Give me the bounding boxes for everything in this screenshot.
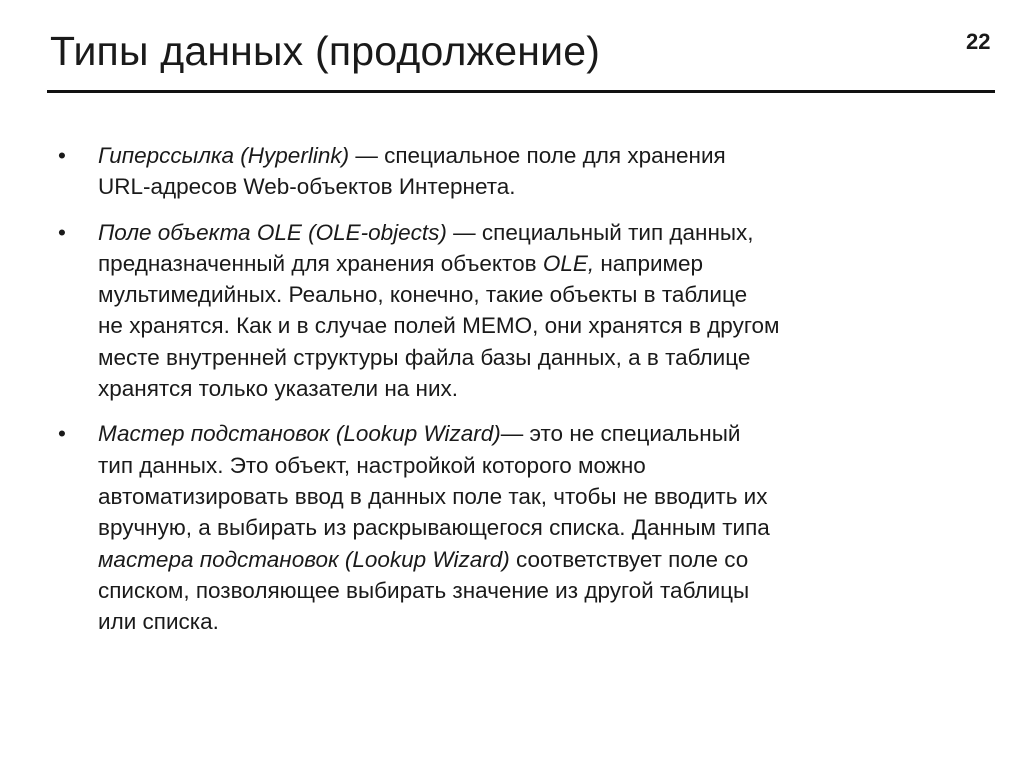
slide-title: Типы данных (продолжение) (50, 28, 601, 74)
bullet-term: Гиперссылка (Hyperlink) (98, 143, 350, 168)
bullet-text: или списка. (98, 609, 219, 635)
bullet-text: хранятся только указатели на них. (98, 376, 459, 402)
bullet-term: Мастер подстановок (Lookup Wizard) (98, 421, 501, 447)
bullet-term: Поле объекта OLE (OLE-objects) (98, 219, 447, 245)
page-number: 22 (966, 29, 991, 54)
bullet-text: тип данных. Это объект, настройкой которого можно (98, 452, 646, 478)
bullet-term: мастера подстановок (Lookup Wizard) (98, 546, 510, 572)
bullet-item (58, 217, 978, 405)
bullet-dot-icon: • (58, 143, 66, 168)
bullet-text: месте внутренней структуры файла базы данных, а в таблице (98, 344, 751, 370)
bullet-text: — это не специальный (500, 421, 741, 447)
bullet-list (58, 140, 978, 651)
bullet-text: не хранятся. Как и в случае полей МЕМО, они хранятся в другом (98, 313, 780, 339)
bullet-item (58, 140, 978, 203)
bullet-text: — специальное поле для хранения (349, 143, 726, 168)
bullet-text: вручную, а выбирать из раскрывающегося списка. Данным типа (98, 515, 770, 541)
bullet-dot-icon: • (58, 219, 66, 245)
bullet-text: автоматизировать ввод в данных поле так, чтобы не вводить их (98, 483, 768, 509)
bullet-text: например (594, 250, 704, 276)
bullet-text: мультимедийных. Реально, конечно, такие объекты в таблице (98, 282, 748, 308)
bullet-term: OLE, (542, 250, 595, 276)
bullet-text: предназначенный для хранения объектов (98, 250, 543, 276)
bullet-item (58, 418, 978, 637)
bullet-text: — специальный тип данных, (446, 219, 754, 245)
bullet-text: списком, позволяющее выбирать значение из другой таблицы (98, 577, 750, 603)
bullet-dot-icon: • (58, 421, 66, 447)
bullet-text: соответствует поле со (509, 546, 749, 572)
bullet-text: URL-адресов Web-объектов Интернета. (98, 174, 516, 200)
title-divider (47, 90, 995, 93)
